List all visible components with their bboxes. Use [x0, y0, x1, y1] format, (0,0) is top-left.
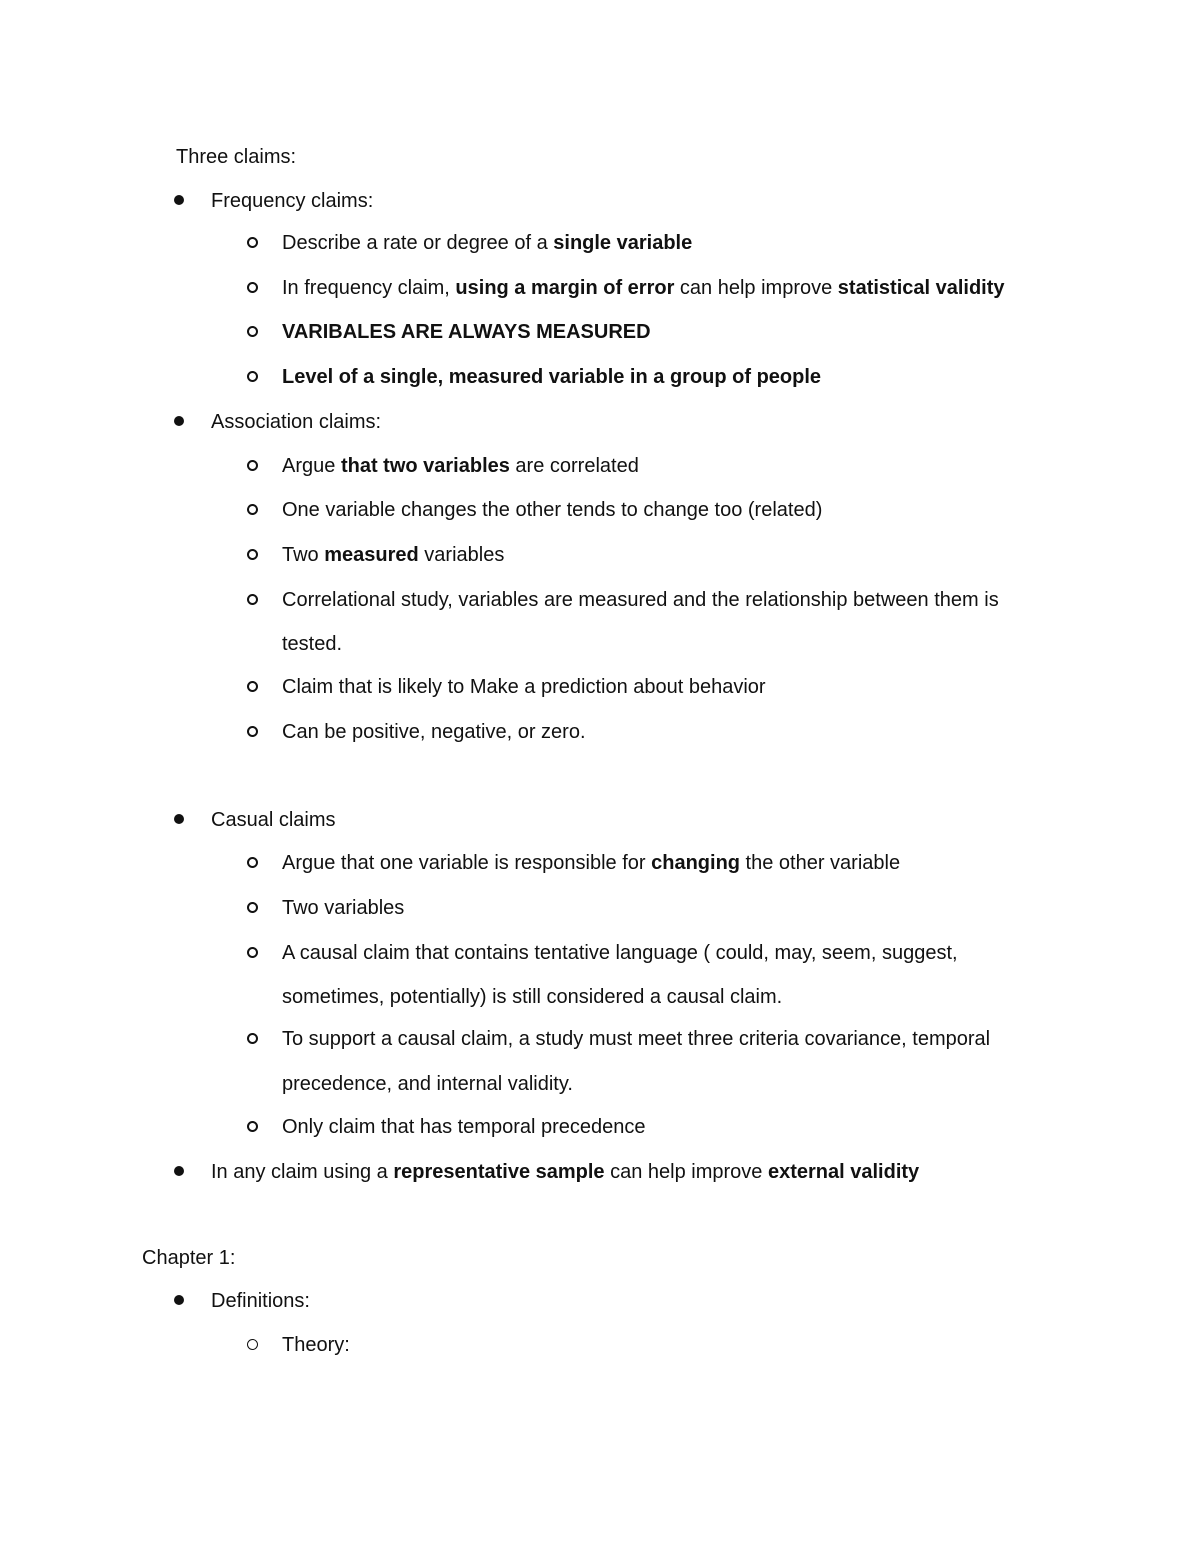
- bullet-circle-icon: [247, 947, 258, 958]
- list-item: [282, 231, 692, 255]
- item-text-bold: using a margin of error: [455, 277, 675, 299]
- item-text: tested.: [282, 633, 343, 655]
- bullet-circle-icon: [247, 549, 258, 560]
- theory-label: Theory:: [282, 1334, 350, 1356]
- item-text: In any claim using a: [211, 1161, 394, 1183]
- item-text: precedence, and internal validity.: [282, 1073, 573, 1095]
- chapter-title: Chapter 1:: [142, 1247, 236, 1269]
- list-item: [282, 320, 651, 344]
- list-item: [282, 720, 586, 744]
- bullet-dot-icon: [174, 195, 184, 205]
- item-text: Two variables: [282, 897, 405, 919]
- bullet-circle-icon: [247, 504, 258, 515]
- bullet-circle-icon: [247, 594, 258, 605]
- bullet-circle-icon: [247, 1121, 258, 1132]
- bullet-circle-icon: [247, 902, 258, 913]
- item-text-bold: measured: [324, 544, 419, 566]
- item-text: can help improve: [674, 277, 838, 299]
- item-text: Two: [282, 544, 325, 566]
- bullet-circle-icon: [247, 681, 258, 692]
- bullet-dot-icon: [174, 1295, 184, 1305]
- list-item: [282, 454, 639, 478]
- item-text: are correlated: [509, 455, 639, 477]
- frequency-claims-label: Frequency claims:: [211, 190, 374, 212]
- item-text-bold: Level of a single, measured variable in a group of people: [282, 366, 822, 388]
- item-text-bold: external validity: [767, 1161, 920, 1183]
- item-text: Claim that is likely to Make a prediction about behavior: [282, 676, 766, 698]
- definitions-label: Definitions:: [211, 1290, 310, 1312]
- note-item: [211, 1160, 919, 1184]
- list-item: [282, 941, 958, 965]
- section-title: Three claims:: [176, 146, 297, 168]
- list-item-continuation: [282, 985, 782, 1009]
- list-item: [282, 1027, 990, 1051]
- bullet-circle-icon: [247, 1339, 258, 1350]
- list-item: [282, 276, 1005, 300]
- item-text: Argue: [282, 455, 341, 477]
- list-item: [282, 543, 504, 567]
- item-text-bold: representative sample: [393, 1161, 605, 1183]
- item-text-bold: statistical validity: [837, 277, 1005, 299]
- item-text: can help improve: [604, 1161, 768, 1183]
- bullet-dot-icon: [174, 814, 184, 824]
- bullet-circle-icon: [247, 371, 258, 382]
- item-text: Can be positive, negative, or zero.: [282, 721, 586, 743]
- causal-claims-label: Casual claims: [211, 809, 336, 831]
- item-text: variables: [418, 544, 505, 566]
- item-text: To support a causal claim, a study must meet three criteria covariance, temporal: [282, 1028, 991, 1050]
- list-item-continuation: [282, 632, 342, 656]
- list-item: [282, 675, 766, 699]
- item-text: sometimes, potentially) is still considered a causal claim.: [282, 986, 783, 1008]
- bullet-circle-icon: [247, 1033, 258, 1044]
- list-item: [282, 588, 999, 612]
- bullet-circle-icon: [247, 726, 258, 737]
- item-text-bold: single variable: [553, 232, 693, 254]
- list-item: [282, 498, 822, 522]
- item-text: A causal claim that contains tentative language ( could, may, seem, suggest,: [282, 942, 958, 964]
- item-text: In frequency claim,: [282, 277, 456, 299]
- bullet-circle-icon: [247, 326, 258, 337]
- item-text: Only claim that has temporal precedence: [282, 1116, 646, 1138]
- association-claims-label: Association claims:: [211, 411, 382, 433]
- item-text-bold: changing: [651, 852, 740, 874]
- item-text: the other variable: [740, 852, 901, 874]
- bullet-circle-icon: [247, 857, 258, 868]
- item-text: Correlational study, variables are measured and the relationship between them is: [282, 589, 999, 611]
- item-text: One variable changes the other tends to change too (related): [282, 499, 823, 521]
- bullet-circle-icon: [247, 237, 258, 248]
- item-text-bold: that two variables: [340, 455, 510, 477]
- list-item: [282, 896, 404, 920]
- bullet-dot-icon: [174, 1166, 184, 1176]
- list-item: [282, 365, 821, 389]
- bullet-dot-icon: [174, 416, 184, 426]
- item-text-bold: VARIBALES ARE ALWAYS MEASURED: [282, 321, 651, 343]
- list-item-continuation: [282, 1072, 573, 1096]
- list-item: [282, 851, 900, 875]
- list-item: [282, 1115, 646, 1139]
- bullet-circle-icon: [247, 282, 258, 293]
- bullet-circle-icon: [247, 460, 258, 471]
- item-text: Argue that one variable is responsible for: [282, 852, 652, 874]
- item-text: Describe a rate or degree of a: [282, 232, 554, 254]
